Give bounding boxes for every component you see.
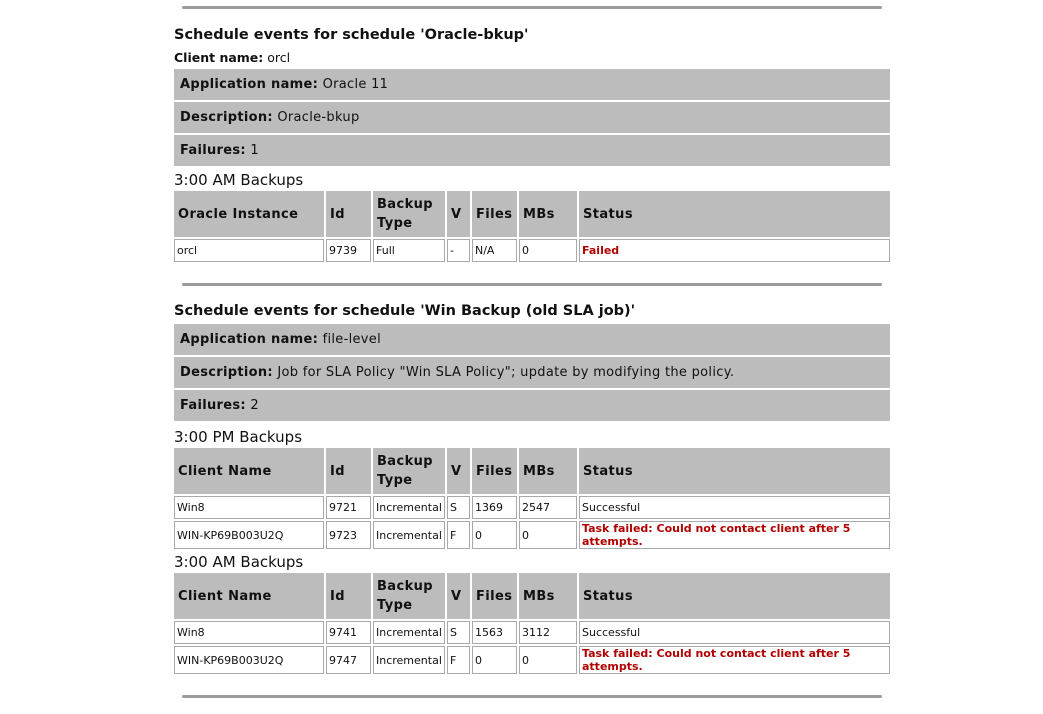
table-header-row [174, 448, 890, 494]
table-row [174, 496, 890, 519]
failures-bar [174, 135, 890, 166]
failures-value: 1 [250, 143, 259, 158]
table-cell: Win8 [174, 496, 324, 519]
column-header: Oracle Instance [174, 191, 324, 237]
table-cell: 0 [519, 521, 577, 549]
application-name-value: Oracle 11 [322, 77, 389, 92]
description-value: Job for SLA Policy "Win SLA Policy"; update by modifying the policy. [277, 365, 735, 380]
table-cell: 9741 [326, 621, 371, 644]
table-cell: 1369 [472, 496, 517, 519]
table-cell: 9747 [326, 646, 371, 674]
column-header: Backup Type [373, 573, 445, 619]
application-name-value: file-level [322, 332, 381, 347]
column-header: Client Name [174, 573, 324, 619]
table-cell: N/A [472, 239, 517, 262]
status-success: Successful [579, 496, 890, 519]
failures-label: Failures: [180, 143, 246, 158]
schedule-heading: Schedule events for schedule 'Win Backup (old SLA job)' [174, 303, 636, 319]
table-cell: 0 [472, 521, 517, 549]
description-value: Oracle-bkup [277, 110, 360, 125]
column-header: Status [579, 573, 890, 619]
status-success: Successful [579, 621, 890, 644]
application-name-bar [174, 324, 890, 355]
table-cell: Win8 [174, 621, 324, 644]
column-header: Id [326, 573, 371, 619]
table-cell: Full [373, 239, 445, 262]
table-row [174, 646, 890, 674]
group-title: 3:00 AM Backups [174, 171, 304, 189]
backup-table [172, 571, 892, 676]
schedule-section [174, 302, 890, 676]
status-failed: Task failed: Could not contact client after 5 attempts. [579, 646, 890, 674]
table-cell: S [447, 621, 470, 644]
status-failed: Task failed: Could not contact client after 5 attempts. [579, 521, 890, 549]
table-cell: 0 [519, 239, 577, 262]
schedule-heading: Schedule events for schedule 'Oracle-bkup' [174, 27, 529, 43]
description-label: Description: [180, 110, 273, 125]
backup-table [172, 189, 892, 264]
failures-label: Failures: [180, 398, 246, 413]
description-bar [174, 357, 890, 388]
table-cell: 0 [472, 646, 517, 674]
column-header: V [447, 448, 470, 494]
table-cell: 2547 [519, 496, 577, 519]
client-name-value: orcl [267, 50, 291, 65]
table-cell: orcl [174, 239, 324, 262]
column-header: Client Name [174, 448, 324, 494]
table-cell: WIN-KP69B003U2Q [174, 521, 324, 549]
column-header: V [447, 191, 470, 237]
table-header-row [174, 191, 890, 237]
group-title: 3:00 PM Backups [174, 428, 303, 446]
table-cell: S [447, 496, 470, 519]
column-header: Id [326, 448, 371, 494]
client-name-line [174, 50, 890, 66]
application-name-label: Application name: [180, 77, 319, 92]
table-cell: WIN-KP69B003U2Q [174, 646, 324, 674]
table-cell: Incremental [373, 621, 445, 644]
table-cell: Incremental [373, 496, 445, 519]
table-cell: 9739 [326, 239, 371, 262]
table-cell: 1563 [472, 621, 517, 644]
table-cell: - [447, 239, 470, 262]
column-header: Files [472, 191, 517, 237]
table-cell: Incremental [373, 646, 445, 674]
table-cell: 9723 [326, 521, 371, 549]
failures-bar [174, 390, 890, 421]
divider [182, 695, 882, 698]
client-name-label: Client name: [174, 50, 264, 65]
table-cell: 3112 [519, 621, 577, 644]
divider [182, 283, 882, 286]
description-label: Description: [180, 365, 273, 380]
column-header: Id [326, 191, 371, 237]
status-failed: Failed [579, 239, 890, 262]
divider [182, 6, 882, 9]
column-header: Backup Type [373, 448, 445, 494]
column-header: Status [579, 448, 890, 494]
table-cell: F [447, 521, 470, 549]
table-header-row [174, 573, 890, 619]
column-header: Files [472, 573, 517, 619]
table-row [174, 521, 890, 549]
column-header: MBs [519, 191, 577, 237]
column-header: MBs [519, 448, 577, 494]
column-header: Backup Type [373, 191, 445, 237]
table-row [174, 239, 890, 262]
column-header: Files [472, 448, 517, 494]
table-row [174, 621, 890, 644]
application-name-bar [174, 69, 890, 100]
table-cell: Incremental [373, 521, 445, 549]
application-name-label: Application name: [180, 332, 319, 347]
column-header: MBs [519, 573, 577, 619]
column-header: V [447, 573, 470, 619]
table-cell: 0 [519, 646, 577, 674]
failures-value: 2 [250, 398, 259, 413]
group-title: 3:00 AM Backups [174, 553, 304, 571]
table-cell: 9721 [326, 496, 371, 519]
column-header: Status [579, 191, 890, 237]
report [174, 0, 890, 698]
backup-table [172, 446, 892, 551]
description-bar [174, 102, 890, 133]
table-cell: F [447, 646, 470, 674]
schedule-section [174, 26, 890, 264]
